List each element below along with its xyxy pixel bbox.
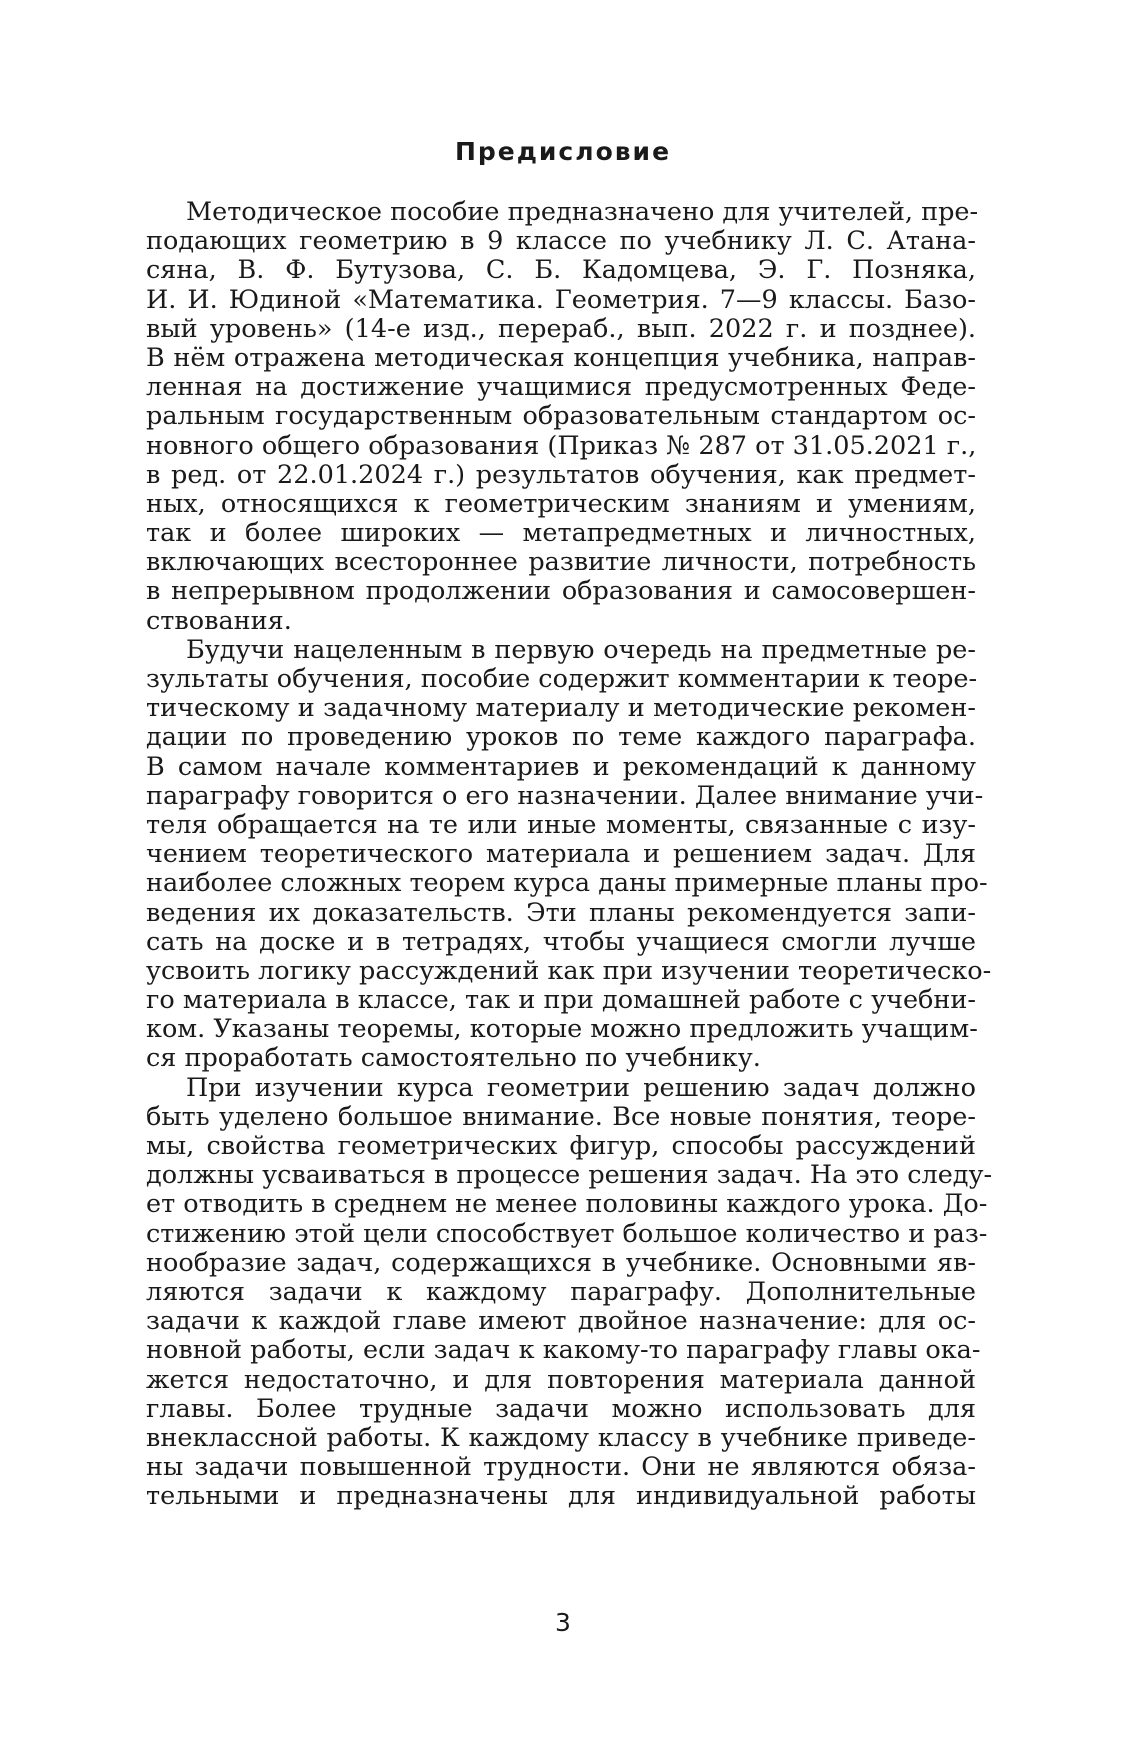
paragraph-3 xyxy=(146,1072,993,1512)
text-line: ляются задачи к каждому параграфу. Дополнительные xyxy=(146,1276,976,1307)
text-line: зультаты обучения, пособие содержит комментарии к теоре- xyxy=(146,664,978,694)
paragraph-1 xyxy=(146,197,979,636)
page-title: Предисловие xyxy=(454,137,672,166)
text-line: быть уделено большое внимание. Все новые понятия, теоре- xyxy=(146,1101,976,1132)
text-line: вый уровень» (14-е изд., перераб., вып. 2022 г. и позднее). xyxy=(146,313,976,344)
text-line: параграфу говорится о его назначении. Далее внимание учи- xyxy=(146,780,984,811)
page-number: 3 xyxy=(555,1608,571,1637)
text-line: тельными и предназначены для индивидуальной работы xyxy=(146,1481,976,1512)
text-line: в непрерывном продолжении образования и самосовершен- xyxy=(146,576,976,607)
text-line: го материала в классе, так и при домашней работе с учебни- xyxy=(146,985,976,1016)
text-line: ком. Указаны теоремы, которые можно предложить учащим- xyxy=(146,1014,978,1045)
text-line: сать на доске и в тетрадях, чтобы учащиеся смогли лучше xyxy=(146,926,976,957)
text-line: Методическое пособие предназначено для учителей, пре- xyxy=(186,197,979,227)
text-line: задачи к каждой главе имеют двойное назначение: для ос- xyxy=(146,1306,976,1337)
text-line: сяна, В. Ф. Бутузова, С. Б. Кадомцева, Э. Г. Позняка, xyxy=(146,255,976,286)
text-line: в ред. от 22.01.2024 г.) результатов обучения, как предмет- xyxy=(146,459,976,490)
text-line: теля обращается на те или иные моменты, связанные с изу- xyxy=(146,809,976,840)
text-line: подающих геометрию в 9 классе по учебнику Л. С. Атана- xyxy=(146,226,976,257)
paragraph-2 xyxy=(146,634,992,1074)
text-line: усвоить логику рассуждений как при изучении теоретическо- xyxy=(146,955,992,986)
text-line: И. И. Юдиной «Математика. Геометрия. 7—9 классы. Базо- xyxy=(146,284,976,315)
text-line: При изучении курса геометрии решению задач должно xyxy=(186,1072,976,1103)
text-line: внеклассной работы. К каждому классу в учебнике приведе- xyxy=(146,1422,976,1453)
text-line: главы. Более трудные задачи можно использовать для xyxy=(146,1393,976,1424)
text-line: нообразие задач, содержащихся в учебнике. Основными яв- xyxy=(146,1247,976,1278)
text-line: В самом начале комментариев и рекомендаций к данному xyxy=(146,751,976,782)
text-line: Будучи нацеленным в первую очередь на предметные ре- xyxy=(186,634,976,665)
text-line: ет отводить в среднем не менее половины каждого урока. До- xyxy=(146,1189,988,1220)
text-line: ствования. xyxy=(146,605,292,636)
text-line: ся проработать самостоятельно по учебнику. xyxy=(146,1043,761,1074)
text-line: В нём отражена методическая концепция учебника, направ- xyxy=(146,342,976,373)
text-line: ленная на достижение учащимися предусмотренных Феде- xyxy=(146,372,976,403)
text-line: так и более широких — метапредметных и личностных, xyxy=(146,518,976,549)
text-line: ных, относящихся к геометрическим знаниям и умениям, xyxy=(146,488,976,519)
text-line: новного общего образования (Приказ № 287 от 31.05.2021 г., xyxy=(146,430,977,461)
text-line: стижению этой цели способствует большое количество и раз- xyxy=(146,1218,988,1249)
text-line: включающих всестороннее развитие личности, потребность xyxy=(146,547,976,578)
text-line: новной работы, если задач к какому-то параграфу главы ока- xyxy=(146,1335,981,1366)
body-text xyxy=(146,197,993,1512)
text-line: ны задачи повышенной трудности. Они не являются обяза- xyxy=(146,1452,976,1483)
text-line: дации по проведению уроков по теме каждого параграфа. xyxy=(146,722,976,753)
text-line: чением теоретического материала и решением задач. Для xyxy=(146,839,976,870)
text-line: наиболее сложных теорем курса даны примерные планы про- xyxy=(146,868,988,899)
text-line: жется недостаточно, и для повторения материала данной xyxy=(146,1364,976,1395)
text-line: тическому и задачному материалу и методические рекомен- xyxy=(146,693,976,724)
text-line: мы, свойства геометрических фигур, способы рассуждений xyxy=(146,1131,976,1161)
text-line: ведения их доказательств. Эти планы рекомендуется запи- xyxy=(146,897,976,928)
text-line: должны усваиваться в процессе решения задач. На это следу- xyxy=(146,1160,993,1191)
text-line: ральным государственным образовательным стандартом ос- xyxy=(146,401,976,432)
